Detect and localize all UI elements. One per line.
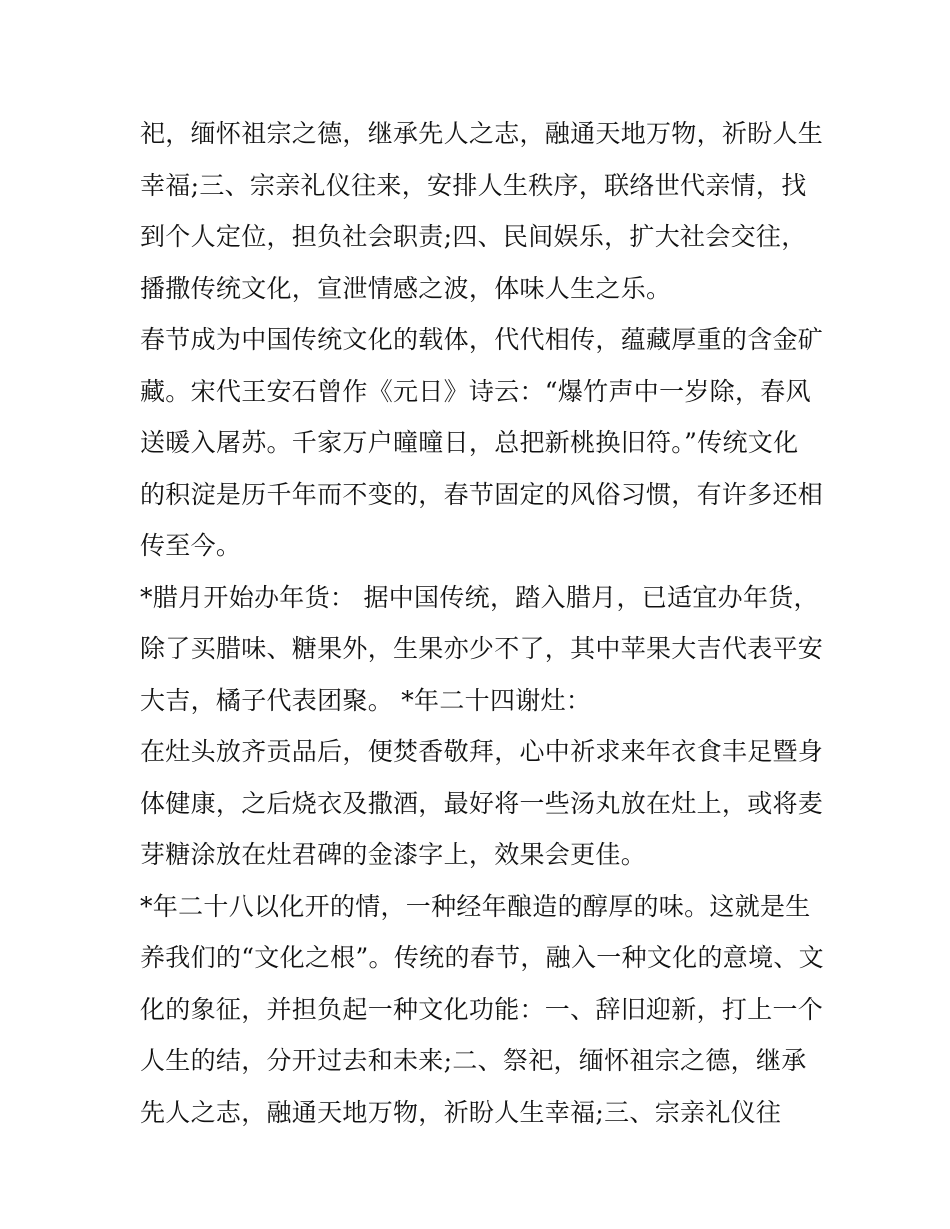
- text-line: 人生的结，分开过去和未来;二、祭祀，缅怀祖宗之德，继承: [140, 1046, 807, 1075]
- text-line: 祀，缅怀祖宗之德，继承先人之志，融通天地万物，祈盼人生: [140, 119, 824, 148]
- body-text: [140, 108, 824, 1138]
- text-line: 体健康，之后烧衣及撒酒，最好将一些汤丸放在灶上，或将麦: [140, 788, 824, 818]
- text-line: 芽糖涂放在灶君碑的金漆字上，效果会更佳。: [140, 840, 647, 869]
- text-line: *年二十八以化开的情，一种经年酿造的醇厚的味。这就是生: [140, 891, 811, 921]
- text-line: 藏。宋代王安石曾作《元日》诗云：“爆竹声中一岁除，春风: [140, 376, 811, 406]
- text-line: 的积淀是历千年而不变的，春节固定的风俗习惯，有许多还相: [140, 479, 824, 509]
- text-line: 除了买腊味、糖果外，生果亦少不了，其中苹果大吉代表平安: [140, 634, 824, 663]
- text-line: *腊月开始办年货： 据中国传统，踏入腊月，已适宜办年货，: [140, 582, 819, 612]
- text-line: 播撒传统文化，宣泄情感之波，体味人生之乐。: [140, 273, 672, 303]
- text-line: 养我们的“文化之根”。传统的春节，融入一种文化的意境、文: [140, 943, 824, 972]
- text-line: 传至今。: [140, 531, 242, 560]
- text-line: 化的象征，并担负起一种文化功能：一、辞旧迎新，打上一个: [140, 994, 824, 1024]
- text-line: 春节成为中国传统文化的载体，代代相传，蕴藏厚重的含金矿: [140, 325, 824, 354]
- text-line: 到个人定位，担负社会职责;四、民间娱乐，扩大社会交往，: [140, 222, 807, 251]
- text-line: 幸福;三、宗亲礼仪往来，安排人生秩序，联络世代亲情，找: [140, 170, 807, 200]
- text-line: 先人之志，融通天地万物，祈盼人生幸福;三、宗亲礼仪往: [140, 1097, 782, 1127]
- text-line: 在灶头放齐贡品后，便焚香敬拜，心中祈求来年衣食丰足暨身: [140, 737, 824, 766]
- text-line: 送暖入屠苏。千家万户曈曈日，总把新桃换旧符。”传统文化: [140, 428, 799, 457]
- text-line: 大吉，橘子代表团聚。 *年二十四谢灶：: [140, 685, 592, 715]
